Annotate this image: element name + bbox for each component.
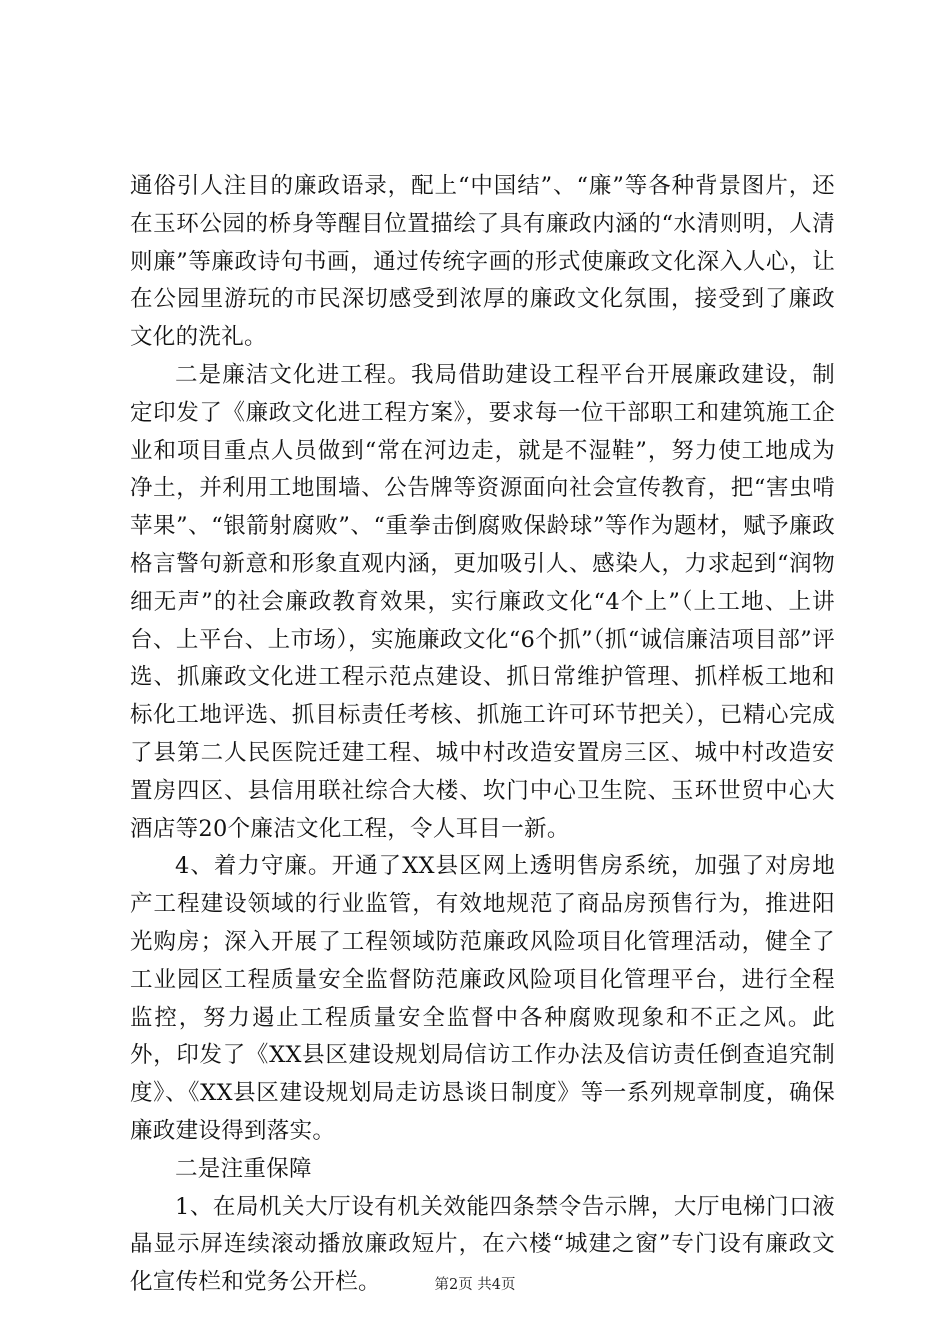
paragraph-heading-guarantee: 二是注重保障 — [175, 1155, 312, 1182]
paragraph-lobby-notice: 1、在局机关大厅设有机关效能四条禁令告示牌，大厅电梯门口液晶显示屏连续滚动播放廉政短片，在六楼“城建之窗”专门设有廉政文化宣传栏和党务公开栏。 — [130, 1193, 835, 1296]
page-footer — [0, 1273, 950, 1294]
paragraph-guard-integrity: 4、着力守廉。开通了XX县区网上透明售房系统，加强了对房地产工程建设领域的行业监管，有效地规范了商品房预售行为，推进阳光购房；深入开展了工程领域防范廉政风险项目化管理活动，健全了工业园区工程质量安全监督防范廉政风险项目化管理平台，进行全程监控，努力遏止工程质量安全监督中各种腐败现象和不正之风。此外，印发了《XX县区建设规划局信访工作办法及信访责任倒查追究制度》、《XX县区建设规划局走访恳谈日制度》等一系列规章制度，确保廉政建设得到落实。 — [130, 853, 835, 1144]
paragraph-continuation: 通俗引人注目的廉政语录，配上“中国结”、“廉”等各种背景图片，还在玉环公园的桥身等醒目位置描绘了具有廉政内涵的“水清则明，人清则廉”等廉政诗句书画，通过传统字画的形式使廉政文化深入人心，让在公园里游玩的市民深切感受到浓厚的廉政文化氛围，接受到了廉政文化的洗礼。 — [130, 173, 835, 351]
page-number-label: 第2页 共4页 — [434, 1277, 516, 1293]
paragraph-clean-culture-project: 二是廉洁文化进工程。我局借助建设工程平台开展廉政建设，制定印发了《廉政文化进工程方案》，要求每一位干部职工和建筑施工企业和项目重点人员做到“常在河边走，就是不湿鞋”，努力使工地成为净土，并利用工地围墙、公告牌等资源面向社会宣传教育，把“害虫啃苹果”、“银箭射腐败”、“重拳击倒腐败保龄球”等作为题材，赋予廉政格言警句新意和形象直观内涵，更加吸引人、感染人，力求起到“润物细无声”的社会廉政教育效果，实行廉政文化“4个上”（上工地、上讲台、上平台、上市场），实施廉政文化“6个抓”（抓“诚信廉洁项目部”评选、抓廉政文化进工程示范点建设、抓日常维护管理、抓样板工地和标化工地评选、抓目标责任考核、抓施工许可环节把关），已精心完成了县第二人民医院迁建工程、城中村改造安置房三区、城中村改造安置房四区、县信用联社综合大楼、坎门中心卫生院、玉环世贸中心大酒店等20个廉洁文化工程，令人耳目一新。 — [130, 361, 835, 842]
document-body — [130, 168, 835, 1302]
